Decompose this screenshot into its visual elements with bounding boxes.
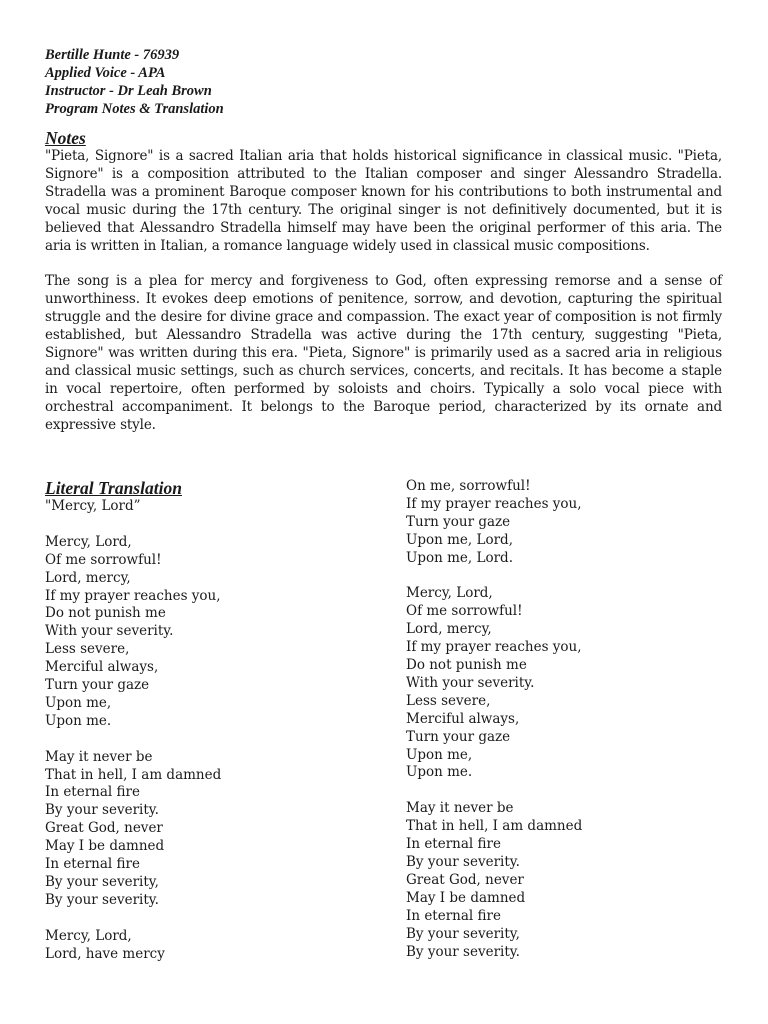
lyric-line: Lord, mercy, bbox=[45, 569, 131, 586]
document-page bbox=[45, 46, 722, 435]
right-stanzas bbox=[406, 478, 726, 961]
course-line: Applied Voice - APA bbox=[45, 65, 166, 81]
lyric-line: Of me sorrowful! bbox=[406, 603, 523, 620]
lyric-line: Do not punish me bbox=[45, 605, 166, 622]
lyric-line: Lord, have mercy bbox=[45, 945, 165, 962]
lyric-line: Great God, never bbox=[45, 820, 163, 837]
document-header bbox=[45, 46, 722, 118]
lyric-line: May I be damned bbox=[45, 838, 165, 855]
lyric-line: With your severity. bbox=[406, 674, 535, 691]
lyric-line: Less severe, bbox=[45, 641, 130, 658]
notes-heading: Notes bbox=[45, 128, 86, 148]
stanza-gap bbox=[45, 731, 385, 749]
lyric-line: Merciful always, bbox=[406, 710, 520, 727]
lyric-line: That in hell, I am damned bbox=[406, 818, 583, 835]
lyric-line: If my prayer reaches you, bbox=[45, 587, 221, 604]
lyric-line: With your severity. bbox=[45, 623, 174, 640]
lyric-line: By your severity. bbox=[406, 943, 520, 960]
lyric-line: Turn your gaze bbox=[45, 677, 150, 694]
translation-heading: Literal Translation bbox=[45, 478, 182, 498]
student-line: Bertille Hunte - 76939 bbox=[45, 47, 180, 63]
lyric-line: Less severe, bbox=[406, 692, 491, 709]
song-title: "Mercy, Lord” bbox=[45, 498, 141, 514]
lyric-line: Lord, mercy, bbox=[406, 621, 492, 638]
lyric-line: May it never be bbox=[45, 748, 153, 765]
lyric-line: By your severity. bbox=[45, 802, 159, 819]
lyric-line: In eternal fire bbox=[45, 856, 140, 873]
lyric-line: Upon me, Lord, bbox=[406, 531, 513, 548]
lyric-line: Upon me. bbox=[45, 712, 112, 729]
lyric-line: In eternal fire bbox=[406, 907, 501, 924]
stanza-gap bbox=[406, 782, 726, 800]
stanza-gap bbox=[45, 516, 385, 534]
lyric-line: Do not punish me bbox=[406, 657, 527, 674]
lyric-line: Mercy, Lord, bbox=[406, 585, 493, 602]
lyric-line: Turn your gaze bbox=[406, 728, 511, 745]
lyric-line: Great God, never bbox=[406, 871, 524, 888]
lyric-line: Of me sorrowful! bbox=[45, 551, 162, 568]
lyric-line: On me, sorrowful! bbox=[406, 478, 531, 494]
lyric-line: If my prayer reaches you, bbox=[406, 495, 582, 512]
stanza-gap bbox=[406, 568, 726, 586]
lyric-line: Turn your gaze bbox=[406, 513, 511, 530]
lyric-line: That in hell, I am damned bbox=[45, 766, 222, 783]
instructor-line: Instructor - Dr Leah Brown bbox=[45, 83, 212, 99]
left-stanzas bbox=[45, 516, 385, 964]
lyric-line: In eternal fire bbox=[45, 784, 140, 801]
lyric-line: Upon me. bbox=[406, 764, 473, 781]
notes-paragraph: The song is a plea for mercy and forgiveness to God, often expressing remorse and a sense of unworthiness. It evokes deep emotions of penitence, sorrow, and devotion, capturing the spiritual struggle and the desire for divine grace and compassion. The exact year of composition is not firmly established, but Alessandro Stradella was active during the 17th century, suggesting "Pieta, Signore" was written during this era. "Pieta, Signore" is primarily used as a sacred aria in religious and classical music settings, such as church services, concerts, and recitals. It has become a staple in vocal repertoire, often performed by soloists and choirs. Typically a solo vocal piece with orchestral accompaniment. It belongs to the Baroque period, characterized by its ornate and expressive style. bbox=[45, 273, 722, 433]
lyric-line: By your severity. bbox=[45, 891, 159, 908]
lyric-line: Upon me, bbox=[45, 694, 112, 711]
lyric-line: Mercy, Lord, bbox=[45, 533, 132, 550]
lyric-line: Upon me, bbox=[406, 746, 473, 763]
translation-right-column bbox=[406, 478, 726, 961]
lyric-line: May I be damned bbox=[406, 889, 526, 906]
lyric-line: Mercy, Lord, bbox=[45, 927, 132, 944]
document-title: Program Notes & Translation bbox=[45, 101, 224, 117]
lyric-line: By your severity. bbox=[406, 854, 520, 870]
lyric-line: In eternal fire bbox=[406, 836, 501, 853]
stanza-gap bbox=[45, 910, 385, 928]
translation-left-column bbox=[45, 478, 385, 964]
lyric-line: Merciful always, bbox=[45, 659, 159, 676]
lyric-line: If my prayer reaches you, bbox=[406, 639, 582, 656]
lyric-line: By your severity, bbox=[45, 874, 159, 890]
lyric-line: Upon me, Lord. bbox=[406, 549, 513, 566]
lyric-line: By your severity, bbox=[406, 925, 520, 942]
lyric-line: May it never be bbox=[406, 800, 514, 817]
notes-paragraph: "Pieta, Signore" is a sacred Italian aria that holds historical significance in classical music. "Pieta, Signore" is a composition attributed to the Italian composer and singer Alessandro Stradella. Stradella was a prominent Baroque composer known for his contributions to both instrumental and vocal music during the 17th century. The original singer is not definitively documented, but it is believed that Alessandro Stradella himself may have been the original performer of this aria. The aria is written in Italian, a romance language widely used in classical music compositions. bbox=[45, 148, 722, 254]
